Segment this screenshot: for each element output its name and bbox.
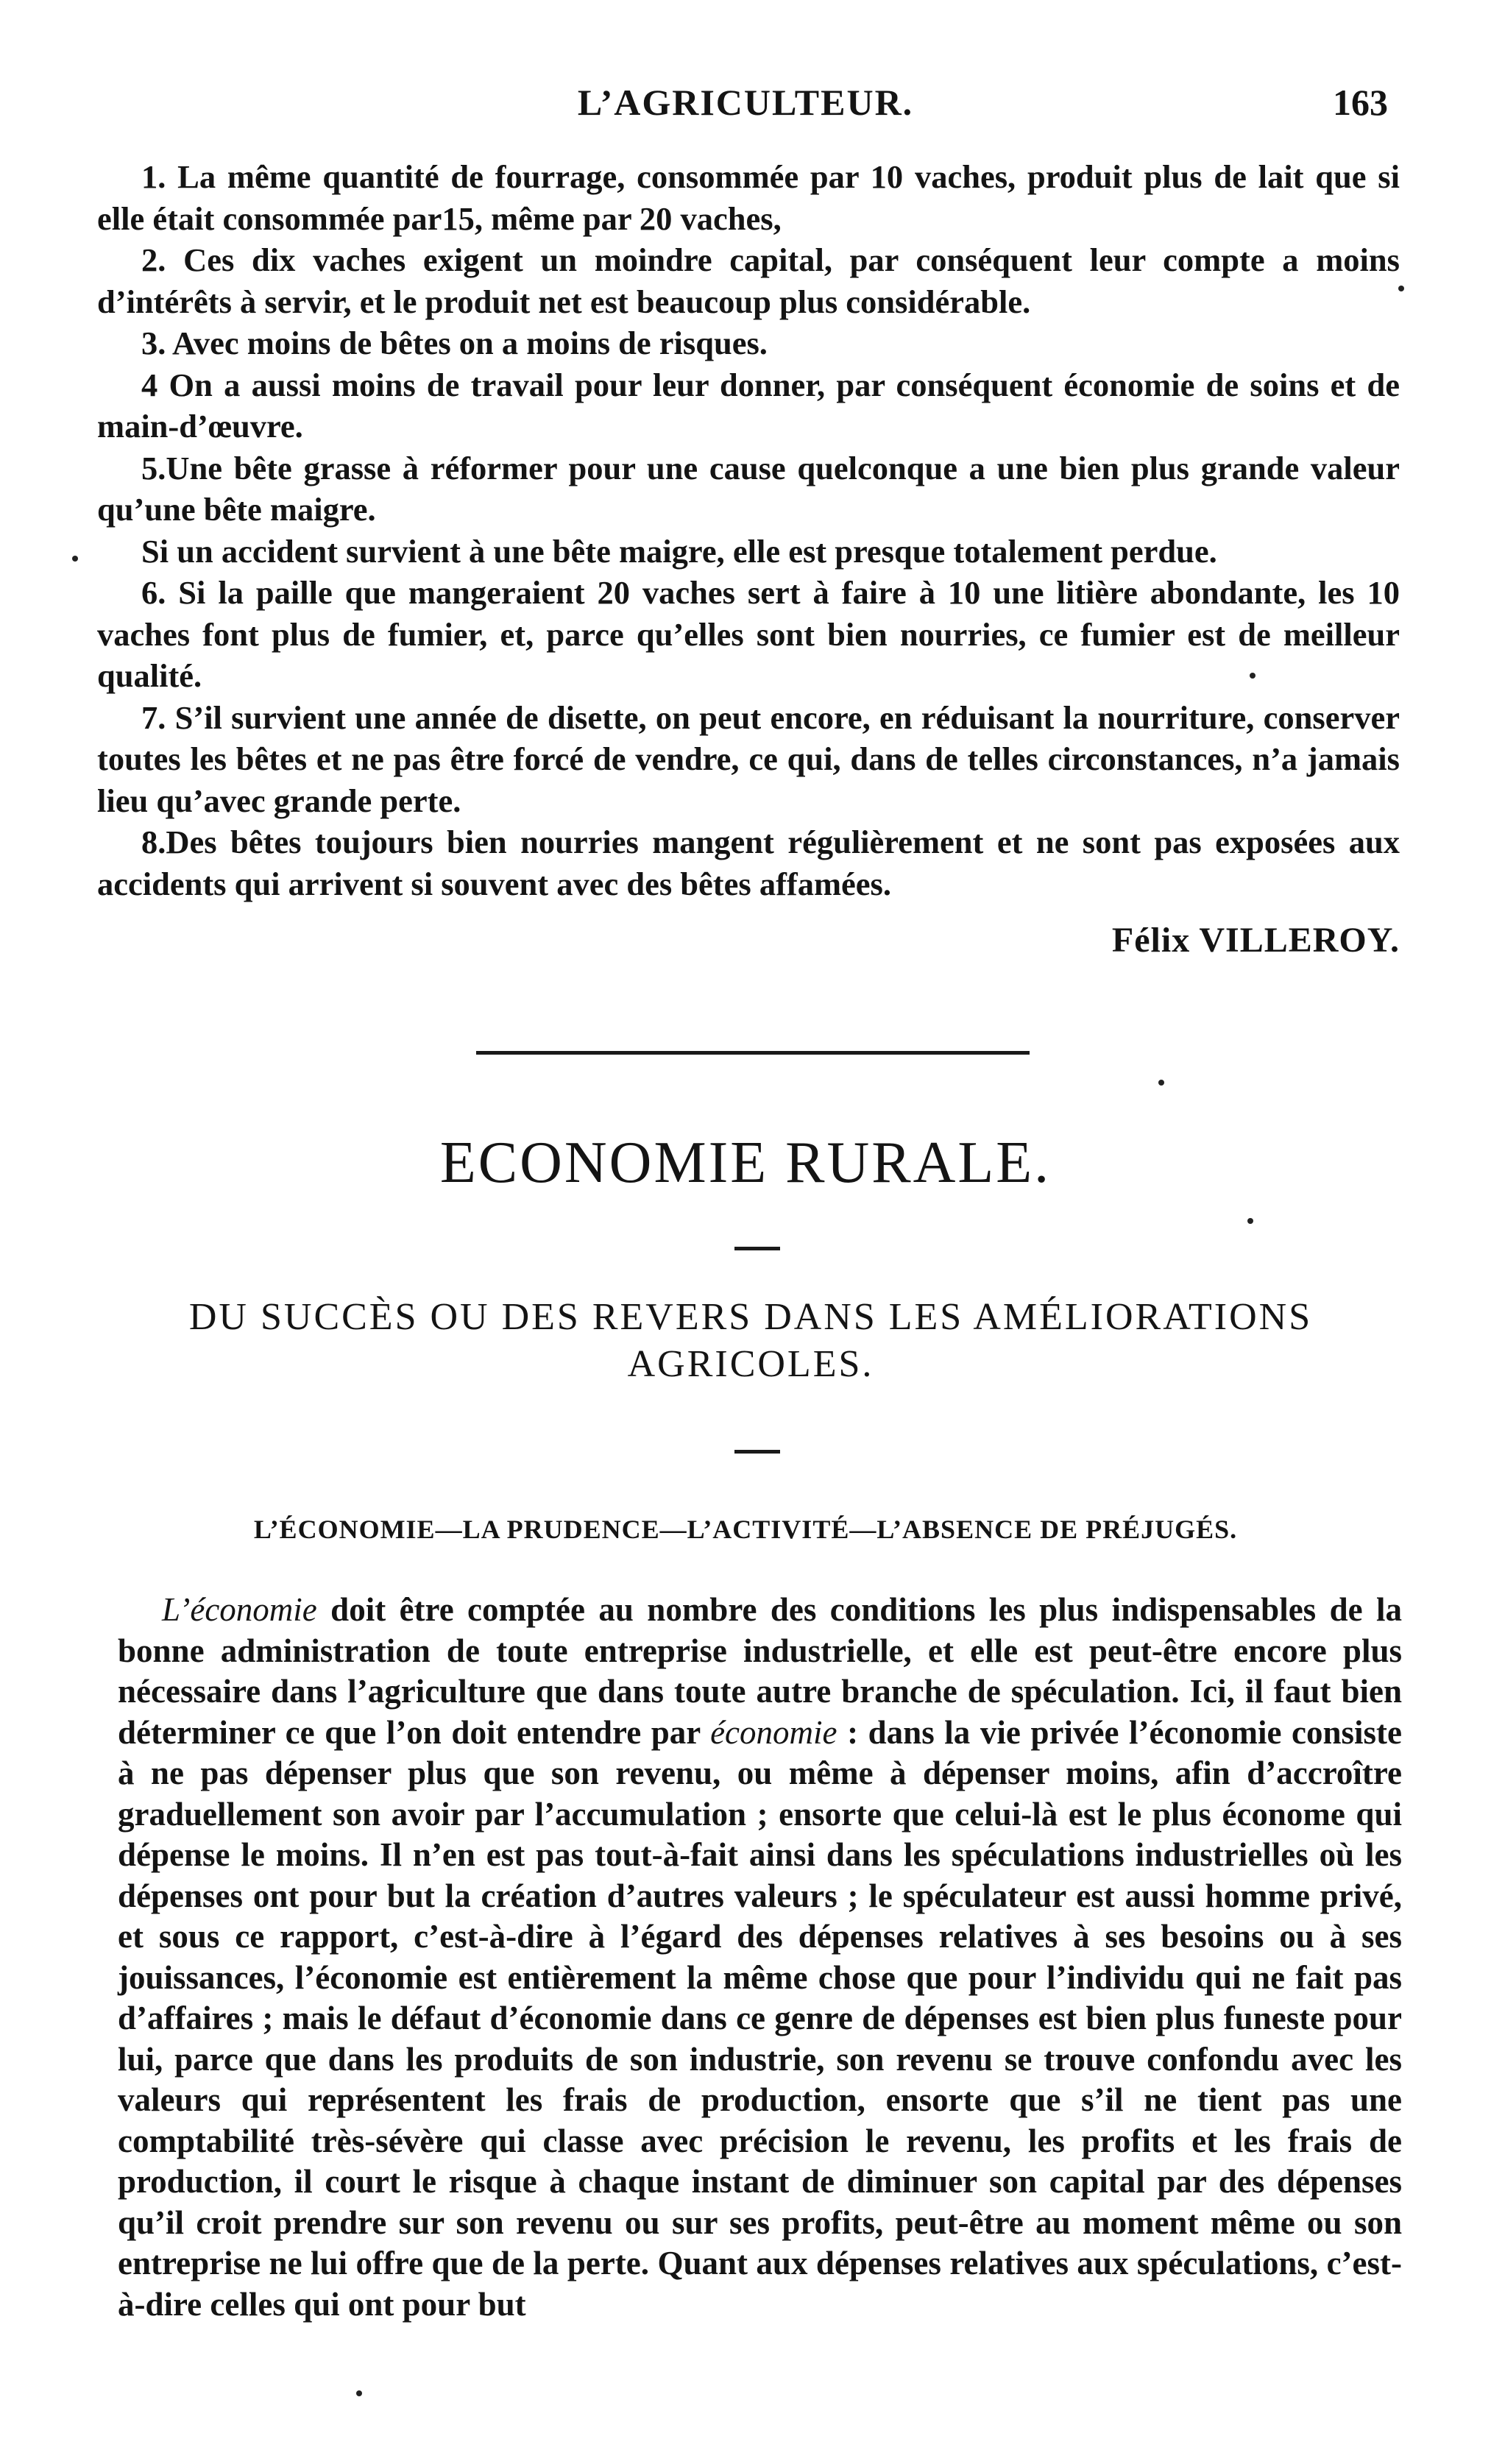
running-title: L’AGRICULTEUR. bbox=[577, 82, 914, 123]
lead-word: L’économie bbox=[162, 1591, 317, 1628]
numbered-list bbox=[97, 156, 1400, 904]
body-text-part: doit être comptée au nombre des conditions les plus indispensables de la bonne administration de toute entreprise industrielle, et elle est peut-être encore plus nécessaire dans l’agriculture que dans toute autre branche de spéculation. Ici, il faut bien déterminer ce que l’on doit entendre par bbox=[118, 1591, 1402, 1751]
section-divider bbox=[476, 1051, 1030, 1055]
list-item: 1. La même quantité de fourrage, consommée par 10 vaches, produit plus de lait que si elle était consommée par15, même par 20 vaches, bbox=[97, 158, 1400, 237]
article-subtitle: DU SUCCÈS OU DES REVERS DANS LES AMÉLIORATIONS AGRICOLES. bbox=[188, 1296, 1313, 1385]
body-text-part: : dans la vie privée l’économie consiste à ne pas dépenser plus que son revenu, ou même à dépenser moins, afin d’accroître graduellement son avoir par l’accumulation ; ensorte que celui-là est le plus économe qui dépense le moins. Il n’en est pas tout-à-fait ainsi dans les spéculations industrielles où les dépenses ont pour but la création d’autres valeurs ; le spéculateur est aussi homme privé, et sous ce rapport, c’est-à-dire à l’égard des dépenses relatives à ses besoins ou à ses jouissances, l’économie est entièrement la même chose que pour l’individu qui ne fait pas d’affaires ; mais le défaut d’économie dans ce genre de dépenses est bien plus funeste pour lui, parce que dans les produits de son industrie, son revenu se trouve confondu avec les valeurs qui représentent les frais de production, ensorte que s’il ne tient pas une comptabilité très-sévère qui classe avec précision le revenu, les profits et les frais de production, il court le risque à chaque instant de diminuer son capital par des dépenses qu’il croit prendre sur son revenu ou sur ses profits, peut-être au moment même ou son entreprise ne lui offre que de la perte. Quant aux dépenses relatives aux spéculations, c’est-à-dire celles qui ont pour but bbox=[118, 1713, 1403, 2323]
print-speck bbox=[1398, 286, 1404, 291]
body-paragraph bbox=[118, 1590, 1402, 2325]
list-item: 8.Des bêtes toujours bien nourries mangent régulièrement et ne sont pas exposées aux accidents qui arrivent si souvent avec des bêtes affamées. bbox=[97, 824, 1400, 902]
list-item: 5.Une bête grasse à réformer pour une cause quelconque a une bien plus grande valeur qu’une bête maigre. bbox=[97, 449, 1400, 528]
subtitle-rule bbox=[734, 1450, 780, 1454]
list-item: 2. Ces dix vaches exigent un moindre capital, par conséquent leur compte a moins d’intérêts à servir, et le produit net est beaucoup plus considérable. bbox=[97, 241, 1400, 320]
print-speck bbox=[1158, 1080, 1164, 1086]
print-speck bbox=[72, 556, 78, 562]
list-item: 6. Si la paille que mangeraient 20 vaches sert à faire à 10 une litière abondante, les 10 vaches font plus de fumier, et, parce qu’elles sont bien nourries, ce fumier est de meilleur qualité. bbox=[97, 574, 1400, 694]
print-speck bbox=[356, 2390, 362, 2396]
author-signature: Félix VILLEROY. bbox=[1111, 921, 1400, 960]
list-item: 7. S’il survient une année de disette, on peut encore, en réduisant la nourriture, conserver toutes les bêtes et ne pas être forcé de vendre, ce qui, dans de telles circonstances, n’a jamais lieu qu’avec grande perte. bbox=[97, 698, 1400, 819]
print-speck bbox=[1247, 1218, 1253, 1224]
emphasis-word: économie bbox=[710, 1713, 837, 1751]
print-speck bbox=[1250, 673, 1256, 679]
list-item: Si un accident survient à une bête maigre, elle est presque totalement perdue. bbox=[141, 532, 1217, 570]
page-number: 163 bbox=[1333, 82, 1388, 123]
section-title: ECONOMIE RURALE. bbox=[439, 1130, 1052, 1195]
article-keywords: L’ÉCONOMIE—LA PRUDENCE—L’ACTIVITÉ—L’ABSENCE DE PRÉJUGÉS. bbox=[253, 1515, 1238, 1544]
article-body bbox=[118, 1590, 1402, 2325]
list-item: 3. Avec moins de bêtes on a moins de risques. bbox=[141, 325, 768, 361]
list-item: 4 On a aussi moins de travail pour leur donner, par conséquent économie de soins et de main-d’œuvre. bbox=[97, 366, 1400, 445]
title-rule bbox=[734, 1247, 780, 1250]
